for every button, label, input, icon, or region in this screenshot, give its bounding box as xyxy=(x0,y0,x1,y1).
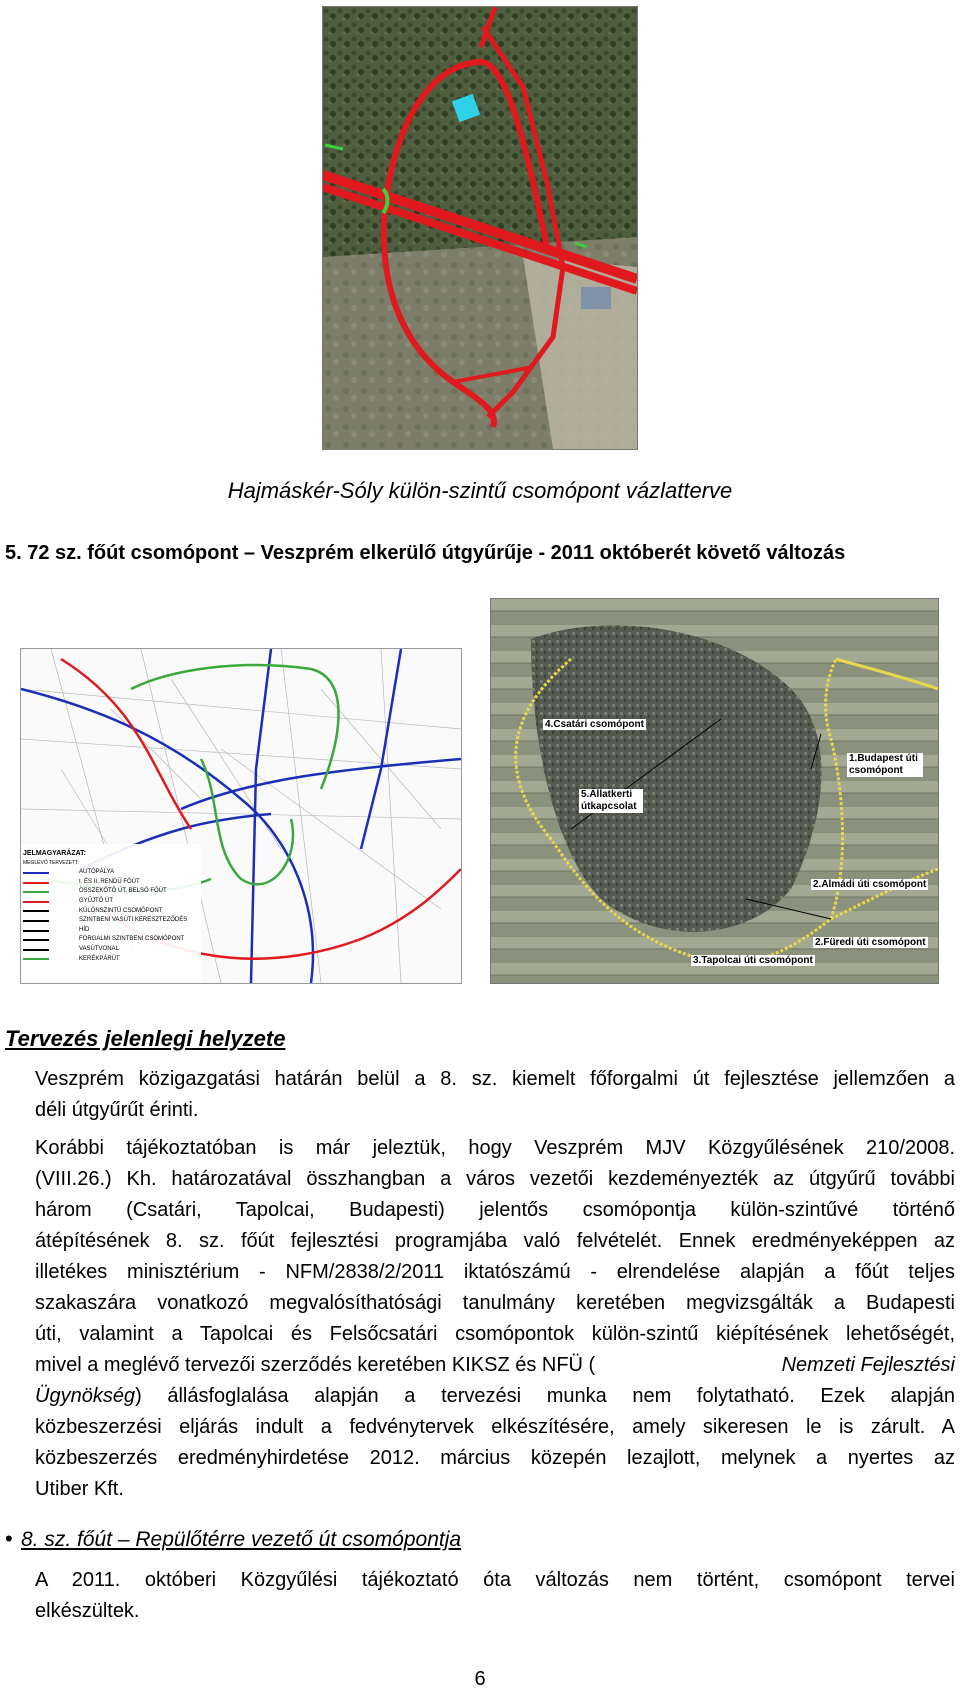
planning-paragraph-1-line-2: déli útgyűrűt érinti. xyxy=(35,1099,199,1121)
legend-label: FORGALMI SZINTBENI CSOMÓPONT xyxy=(79,936,185,943)
p2-line-8-text: mivel a meglévő tervezői szerződés keretében KIKSZ és NFÜ ( xyxy=(35,1354,596,1376)
planning-title: Tervezés jelenlegi helyzete xyxy=(5,1026,286,1051)
label-budapest xyxy=(847,753,923,777)
top-figure-caption: Hajmáskér-Sóly külön-szintű csomópont vázlatterve xyxy=(227,478,733,503)
bullet-icon: • xyxy=(5,1526,13,1551)
legend-swatch xyxy=(23,939,49,941)
label-tapolcai: 3.Tapolcai úti csomópont xyxy=(693,955,813,966)
bullet-title: 8. sz. főút – Repülőtérre vezető út csomópontja xyxy=(21,1528,462,1551)
bullet-row xyxy=(5,1526,461,1552)
legend-list xyxy=(23,868,198,964)
label-csatari: 4.Csatári csomópont xyxy=(545,719,644,730)
legend-item xyxy=(23,868,198,878)
p2-line: illetékes minisztérium - NFM/2838/2/2011 iktatószámú - elrendelése alapján a főút teljes xyxy=(35,1261,955,1283)
legend-header: MEGLÉVŐ TERVEZETT: xyxy=(23,859,79,866)
legend-swatch xyxy=(23,872,49,874)
p2-line-9-italic: Ügynökség xyxy=(35,1385,136,1407)
legend-label: GYŰJTŐ ÚT xyxy=(79,897,113,904)
legend-swatch xyxy=(23,901,49,903)
label-allatkerti-text: 5.Állatkerti útkapcsolat xyxy=(581,789,637,812)
legend-item xyxy=(23,926,198,936)
legend-swatch xyxy=(23,958,49,960)
interchange-map-graphic xyxy=(491,599,938,983)
p2-line: szakaszára vonatkozó megvalósíthatósági tanulmány keretében megvizsgálták a Budapesti xyxy=(35,1292,955,1314)
planning-paragraph-2 xyxy=(35,1133,955,1505)
top-aerial-photo xyxy=(322,6,638,450)
legend-swatch xyxy=(23,949,49,951)
label-almadi: 2.Almádi úti csomópont xyxy=(813,879,927,890)
legend-label: ÖSSZEKÖTŐ ÚT, BELSŐ FŐÚT xyxy=(79,888,167,895)
p2-line: közbeszerzési eljárás indult a fedvénytervek elkészítésére, amely sikeresen le is zárult. A xyxy=(35,1416,955,1438)
p2-line: Utiber Kft. xyxy=(35,1478,124,1500)
legend-item xyxy=(23,945,198,955)
legend-label: VASÚTVONAL xyxy=(79,945,119,952)
legend-label: KÜLÖNSZINTŰ CSOMÓPONT xyxy=(79,907,163,914)
legend-item xyxy=(23,955,198,965)
label-furedi: 2.Füredi úti csomópont xyxy=(815,937,926,948)
p2-line-9-text: ) állásfoglalása alapján a tervezési munka nem folytatható. Ezek alapján xyxy=(135,1385,955,1407)
p2-line: (VIII.26.) Kh. határozatával összhangban a város vezetői kezdeményezték az útgyűrű további xyxy=(35,1168,955,1190)
legend-item xyxy=(23,887,198,897)
p2-line: három (Csatári, Tapolcai, Budapesti) jelentős csomópontja külön-szintűvé történő xyxy=(35,1199,955,1221)
bullet-line-1: A 2011. októberi Közgyűlési tájékoztató óta változás nem történt, csomópont tervei xyxy=(35,1569,955,1591)
bullet-line-2: elkészültek. xyxy=(35,1600,140,1622)
label-allatkerti xyxy=(579,789,643,813)
legend-item xyxy=(23,907,198,917)
legend-swatch xyxy=(23,891,49,893)
map-legend xyxy=(23,849,198,964)
legend-swatch xyxy=(23,930,49,932)
legend-label: HÍD xyxy=(79,926,90,933)
legend-item xyxy=(23,878,198,888)
p2-line: közbeszerzés eredményhirdetése 2012. március közepén lezajlott, melynek a nyertes az xyxy=(35,1447,955,1469)
legend-item xyxy=(23,916,198,926)
label-budapest-text: 1.Budapest úti csomópont xyxy=(849,753,918,776)
p2-line: átépítésének 8. sz. főút fejlesztési programjába való felvételét. Ennek eredményeképpen az xyxy=(35,1230,955,1252)
aerial-map-graphic xyxy=(323,7,637,449)
legend-swatch xyxy=(23,910,49,912)
p2-line-9 xyxy=(35,1381,955,1412)
legend-title: JELMAGYARÁZAT: xyxy=(23,850,87,857)
p2-line: Korábbi tájékoztatóban is már jeleztük, hogy Veszprém MJV Közgyűlésének 210/2008. xyxy=(35,1137,955,1159)
left-road-map xyxy=(20,648,462,984)
legend-swatch xyxy=(23,920,49,922)
legend-label: SZINTBENI VASÚTI KERESZTEZŐDÉS xyxy=(79,917,188,924)
page-number: 6 xyxy=(474,1668,486,1690)
legend-item xyxy=(23,897,198,907)
planning-paragraph-1-line-1: Veszprém közigazgatási határán belül a 8. sz. kiemelt főforgalmi út fejlesztése jellemzően a xyxy=(35,1068,955,1090)
legend-label: I. ÉS II. RENDŰ FŐÚT xyxy=(79,878,140,885)
legend-swatch xyxy=(23,882,49,884)
legend-item xyxy=(23,935,198,945)
p2-line: úti, valamint a Tapolcai és Felsőcsatári csomópontok külön-szintű kiépítésének lehetőségét, xyxy=(35,1323,955,1345)
legend-label: AUTÓPÁLYA xyxy=(79,869,115,876)
legend-label: KERÉKPÁRÚT xyxy=(79,955,120,962)
p2-line-8 xyxy=(35,1350,955,1381)
right-aerial-photo xyxy=(490,598,939,984)
section-heading: 5. 72 sz. főút csomópont – Veszprém elkerülő útgyűrűje - 2011 októberét követő változás xyxy=(5,542,846,564)
p2-line-8-italic: Nemzeti Fejlesztési xyxy=(781,1354,955,1376)
